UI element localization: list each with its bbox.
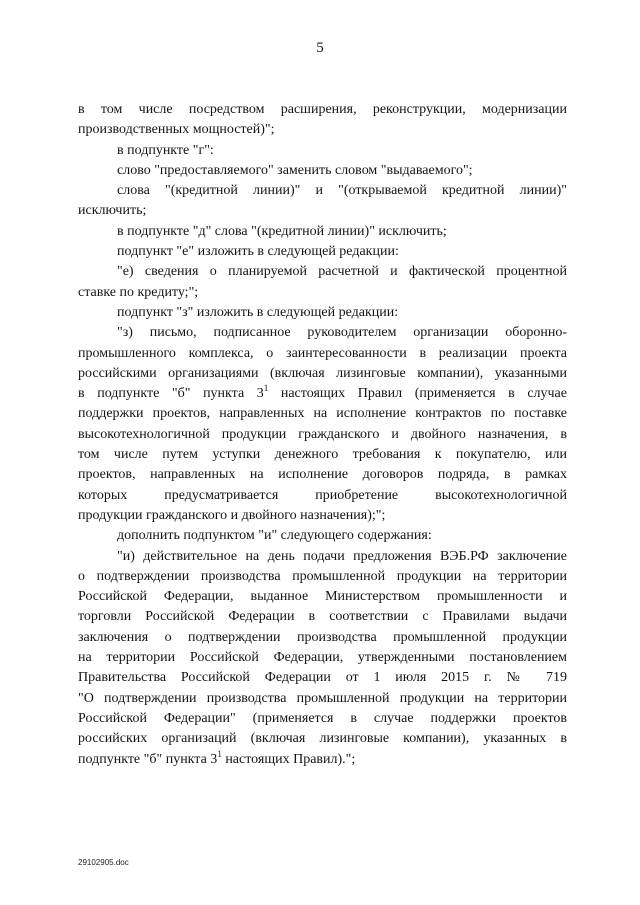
text-line — [78, 100, 567, 120]
line-text: промышленного комплекса, о заинтересованности в реализации проекта — [78, 345, 567, 361]
superscript: 1 — [263, 383, 269, 394]
text-line — [78, 628, 567, 648]
text-line — [78, 222, 567, 242]
line-text: о подтверждении производства промышленной продукции на территории — [78, 568, 567, 584]
line-text: слова "(кредитной линии)" и "(открываемой кредитной линии)" — [117, 183, 567, 199]
text-line — [78, 201, 567, 221]
text-line — [78, 323, 567, 343]
line-text: заключения о подтверждении производства промышленной продукции — [78, 629, 567, 645]
line-text: Российской Федерации, выданное Министерством промышленности и — [78, 589, 567, 605]
line-text-continued: настоящих Правил)."; — [221, 751, 356, 767]
line-text: "е) сведения о планируемой расчетной и фактической процентной — [117, 264, 567, 280]
page-number: 5 — [316, 40, 324, 56]
text-line — [78, 689, 567, 709]
line-text: том числе путем уступки денежного требования к покупателю, или — [78, 447, 567, 463]
text-line — [78, 506, 567, 526]
line-text: в подпункте "д" слова "(кредитной линии)" исключить; — [117, 223, 447, 239]
line-text: "О подтверждении производства промышленной продукции на территории — [78, 690, 567, 706]
line-text: продукции гражданского и двойного назначения);"; — [78, 507, 386, 523]
text-line — [78, 547, 567, 567]
text-line — [78, 486, 567, 506]
text-line — [78, 526, 567, 546]
file-name-footer: 29102905.doc — [78, 858, 129, 867]
line-text: подпункте "б" пункта 3 — [78, 751, 218, 767]
text-line — [78, 445, 567, 465]
line-text: в том числе посредством расширения, реконструкции, модернизации — [78, 102, 567, 117]
text-line — [78, 668, 567, 688]
line-text: ставке по кредиту;"; — [78, 284, 199, 300]
text-line — [78, 404, 567, 424]
line-text-continued: настоящих Правил (применяется в случае — [268, 386, 567, 402]
text-line — [78, 384, 567, 404]
text-line — [78, 425, 567, 445]
line-text: в подпункте "б" пункта 3 — [78, 386, 264, 402]
line-text: слово "предоставляемого" заменить словом "выдаваемого"; — [117, 162, 473, 178]
line-text: "з) письмо, подписанное руководителем организации оборонно- — [117, 325, 567, 341]
line-text: подпункт "е" изложить в следующей редакции: — [117, 244, 399, 260]
line-text: на территории Российской Федерации, утвержденными постановлением — [78, 650, 567, 666]
text-line — [78, 283, 567, 303]
line-text: "и) действительное на день подачи предложения ВЭБ.РФ заключение — [117, 548, 567, 564]
text-line — [78, 648, 567, 668]
line-text: исключить; — [78, 203, 147, 219]
superscript: 1 — [217, 748, 222, 759]
text-line — [78, 161, 567, 181]
line-text: торговли Российской Федерации в соответствии с Правилами выдачи — [78, 609, 567, 625]
text-line — [78, 181, 567, 201]
text-line — [78, 344, 567, 364]
line-text: российских организаций (включая лизинговые компании), указанных в — [78, 731, 567, 747]
line-text: производственных мощностей)"; — [78, 122, 275, 138]
document-body — [78, 100, 567, 770]
line-text: высокотехнологичной продукции гражданского и двойного назначения, в — [78, 426, 567, 442]
text-line — [78, 607, 567, 627]
text-line — [78, 364, 567, 384]
line-text: в подпункте "г": — [117, 142, 214, 158]
text-line — [78, 750, 567, 770]
line-text: дополнить подпунктом "и" следующего содержания: — [117, 528, 432, 544]
text-line — [78, 567, 567, 587]
text-line — [78, 729, 567, 749]
text-line — [78, 465, 567, 485]
text-line — [78, 141, 567, 161]
line-text: которых предусматривается приобретение высокотехнологичной — [78, 487, 567, 503]
text-line — [78, 303, 567, 323]
line-text: поддержки проектов, направленных на исполнение контрактов по поставке — [78, 406, 567, 422]
line-text: Российской Федерации" (применяется в случае поддержки проектов — [78, 710, 567, 726]
line-text: российскими организациями (включая лизинговые компании), указанными — [78, 365, 567, 381]
text-line — [78, 587, 567, 607]
line-text: проектов, направленных на исполнение договоров подряда, в рамках — [78, 467, 567, 483]
text-line — [78, 242, 567, 262]
line-text: Правительства Российской Федерации от 1 июля 2015 г. № 719 — [78, 670, 567, 686]
text-line — [78, 262, 567, 282]
text-line — [78, 709, 567, 729]
text-line — [78, 120, 567, 140]
line-text: подпункт "з" изложить в следующей редакции: — [117, 304, 399, 320]
